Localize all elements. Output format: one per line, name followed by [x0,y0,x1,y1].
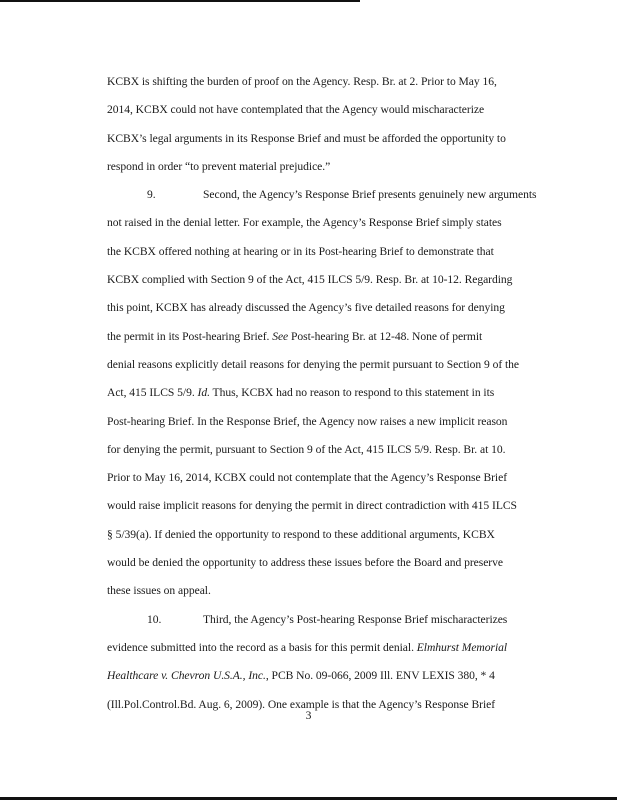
text-line: respond in order “to prevent material prejudice.” [107,159,331,173]
paragraph-10 [107,606,557,719]
document-body [107,68,557,719]
text-line: KCBX’s legal arguments in its Response Brief and must be afforded the opportunity to [107,131,506,145]
text-line: for denying the permit, pursuant to Section 9 of the Act, 415 ILCS 5/9. Resp. Br. at 10. [107,442,506,456]
paragraph-continuation [107,68,557,181]
text-line: (Ill.Pol.Control.Bd. Aug. 6, 2009). One example is that the Agency’s Response Brief [107,697,496,711]
paragraph-number: 9. [147,188,156,202]
text-line: evidence submitted into the record as a basis for this permit denial. Elmhurst Memorial [107,640,508,654]
text-line: 9. Second, the Agency’s Response Brief presents genuinely new arguments [107,181,557,209]
text-line: 10. Third, the Agency’s Post-hearing Response Brief mischaracterizes [107,606,557,634]
text-line: not raised in the denial letter. For example, the Agency’s Response Brief simply states [107,216,502,230]
text-line: Act, 415 ILCS 5/9. Id. Thus, KCBX had no reason to respond to this statement in its [107,386,495,400]
text-line: § 5/39(a). If denied the opportunity to respond to these additional arguments, KCBX [107,527,495,541]
text-line: Prior to May 16, 2014, KCBX could not contemplate that the Agency’s Response Brief [107,471,508,485]
paragraph-9 [107,181,557,605]
text-line: these issues on appeal. [107,584,211,598]
text-line: Post-hearing Brief. In the Response Brief, the Agency now raises a new implicit reason [107,414,508,428]
text-line: denial reasons explicitly detail reasons for denying the permit pursuant to Section 9 of the [107,357,520,371]
text-line: the KCBX offered nothing at hearing or in its Post-hearing Brief to demonstrate that [107,244,494,258]
text-line: KCBX is shifting the burden of proof on the Agency. Resp. Br. at 2. Prior to May 16, [107,75,497,88]
text-line: would be denied the opportunity to address these issues before the Board and preserve [107,556,503,570]
text-line: this point, KCBX has already discussed the Agency’s five detailed reasons for denying [107,301,505,315]
text-line: KCBX complied with Section 9 of the Act, 415 ILCS 5/9. Resp. Br. at 10-12. Regarding [107,273,513,287]
citation-signal: Id. [197,386,210,400]
text-line: would raise implicit reasons for denying the permit in direct contradiction with 415 ILCS [107,499,517,513]
text-line: Healthcare v. Chevron U.S.A., Inc., PCB No. 09-066, 2009 Ill. ENV LEXIS 380, * 4 [107,669,495,683]
text-line: 2014, KCBX could not have contemplated that the Agency would mischaracterize [107,103,485,117]
paragraph-number: 10. [147,612,162,626]
case-name: Elmhurst Memorial [416,640,508,654]
page-number: 3 [305,709,312,722]
citation-signal: See [272,329,289,343]
case-name: Healthcare v. Chevron U.S.A., Inc. [107,669,266,683]
scan-top-edge [0,0,360,2]
text-line: the permit in its Post-hearing Brief. See Post-hearing Br. at 12-48. None of permit [107,329,483,343]
